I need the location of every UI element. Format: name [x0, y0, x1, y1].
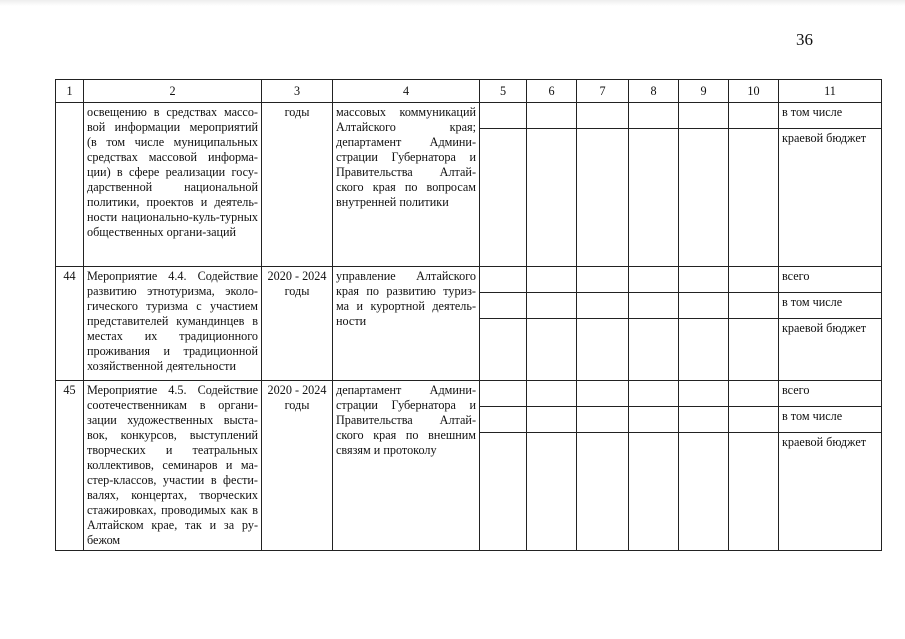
page-number: 36	[796, 30, 813, 49]
header-cell: 9	[679, 80, 729, 103]
header-cell: 3	[262, 80, 333, 103]
period: годы	[262, 103, 333, 267]
executor: департамент Админи-страции Губернатора и Правительства Алтай-ского края по внешним связям и протоколу	[333, 381, 480, 551]
scan-edge	[0, 0, 905, 6]
header-cell: 4	[333, 80, 480, 103]
measure-name: Мероприятие 4.5. Содействие соотечественникам в органи-зации художественных выста-вок, конкурсов, выступлений творческих и театральных коллективов, семинаров и ма-стер-классов, участии в фести-валях, концертах, творческих стажировках, проводимых как в Алтайском крае, так и за ру-бежом	[84, 381, 262, 551]
header-cell: 7	[577, 80, 629, 103]
funding-label: в том числе	[779, 407, 882, 433]
header-cell: 6	[527, 80, 577, 103]
funding-label: краевой бюджет	[779, 433, 882, 551]
header-cell: 11	[779, 80, 882, 103]
header-cell: 1	[56, 80, 84, 103]
table-row	[56, 103, 882, 129]
header-cell: 5	[480, 80, 527, 103]
executor: управление Алтайского края по развитию туриз-ма и курортной деятель-ности	[333, 267, 480, 381]
table-row	[56, 381, 882, 407]
funding-label: краевой бюджет	[779, 129, 882, 267]
period: 2020 - 2024 годы	[262, 381, 333, 551]
funding-label: в том числе	[779, 103, 882, 129]
header-row	[56, 80, 882, 103]
funding-label: краевой бюджет	[779, 319, 882, 381]
executor: массовых коммуникаций Алтайского края; департамент Админи-страции Губернатора и Правительства Алтай-ского края по вопросам внутренней политики	[333, 103, 480, 267]
header-cell: 2	[84, 80, 262, 103]
row-number: 45	[56, 381, 84, 551]
table-row	[56, 267, 882, 293]
program-table	[55, 79, 882, 551]
measure-name: освещению в средствах массо-вой информации мероприятий (в том числе муниципальных средствах массовой информа-ции) в сфере реализации госу-дарственной национальной политики, проектов и деятель-ности национально-куль-турных общественных органи-заций	[84, 103, 262, 267]
measure-name: Мероприятие 4.4. Содействие развитию этнотуризма, эколо-гического туризма с участием представителей кумандинцев в местах их традиционного проживания и традиционной хозяйственной деятельности	[84, 267, 262, 381]
header-cell: 10	[729, 80, 779, 103]
row-number	[56, 103, 84, 267]
period: 2020 - 2024 годы	[262, 267, 333, 381]
funding-label: всего	[779, 381, 882, 407]
funding-label: в том числе	[779, 293, 882, 319]
funding-label: всего	[779, 267, 882, 293]
header-cell: 8	[629, 80, 679, 103]
row-number: 44	[56, 267, 84, 381]
